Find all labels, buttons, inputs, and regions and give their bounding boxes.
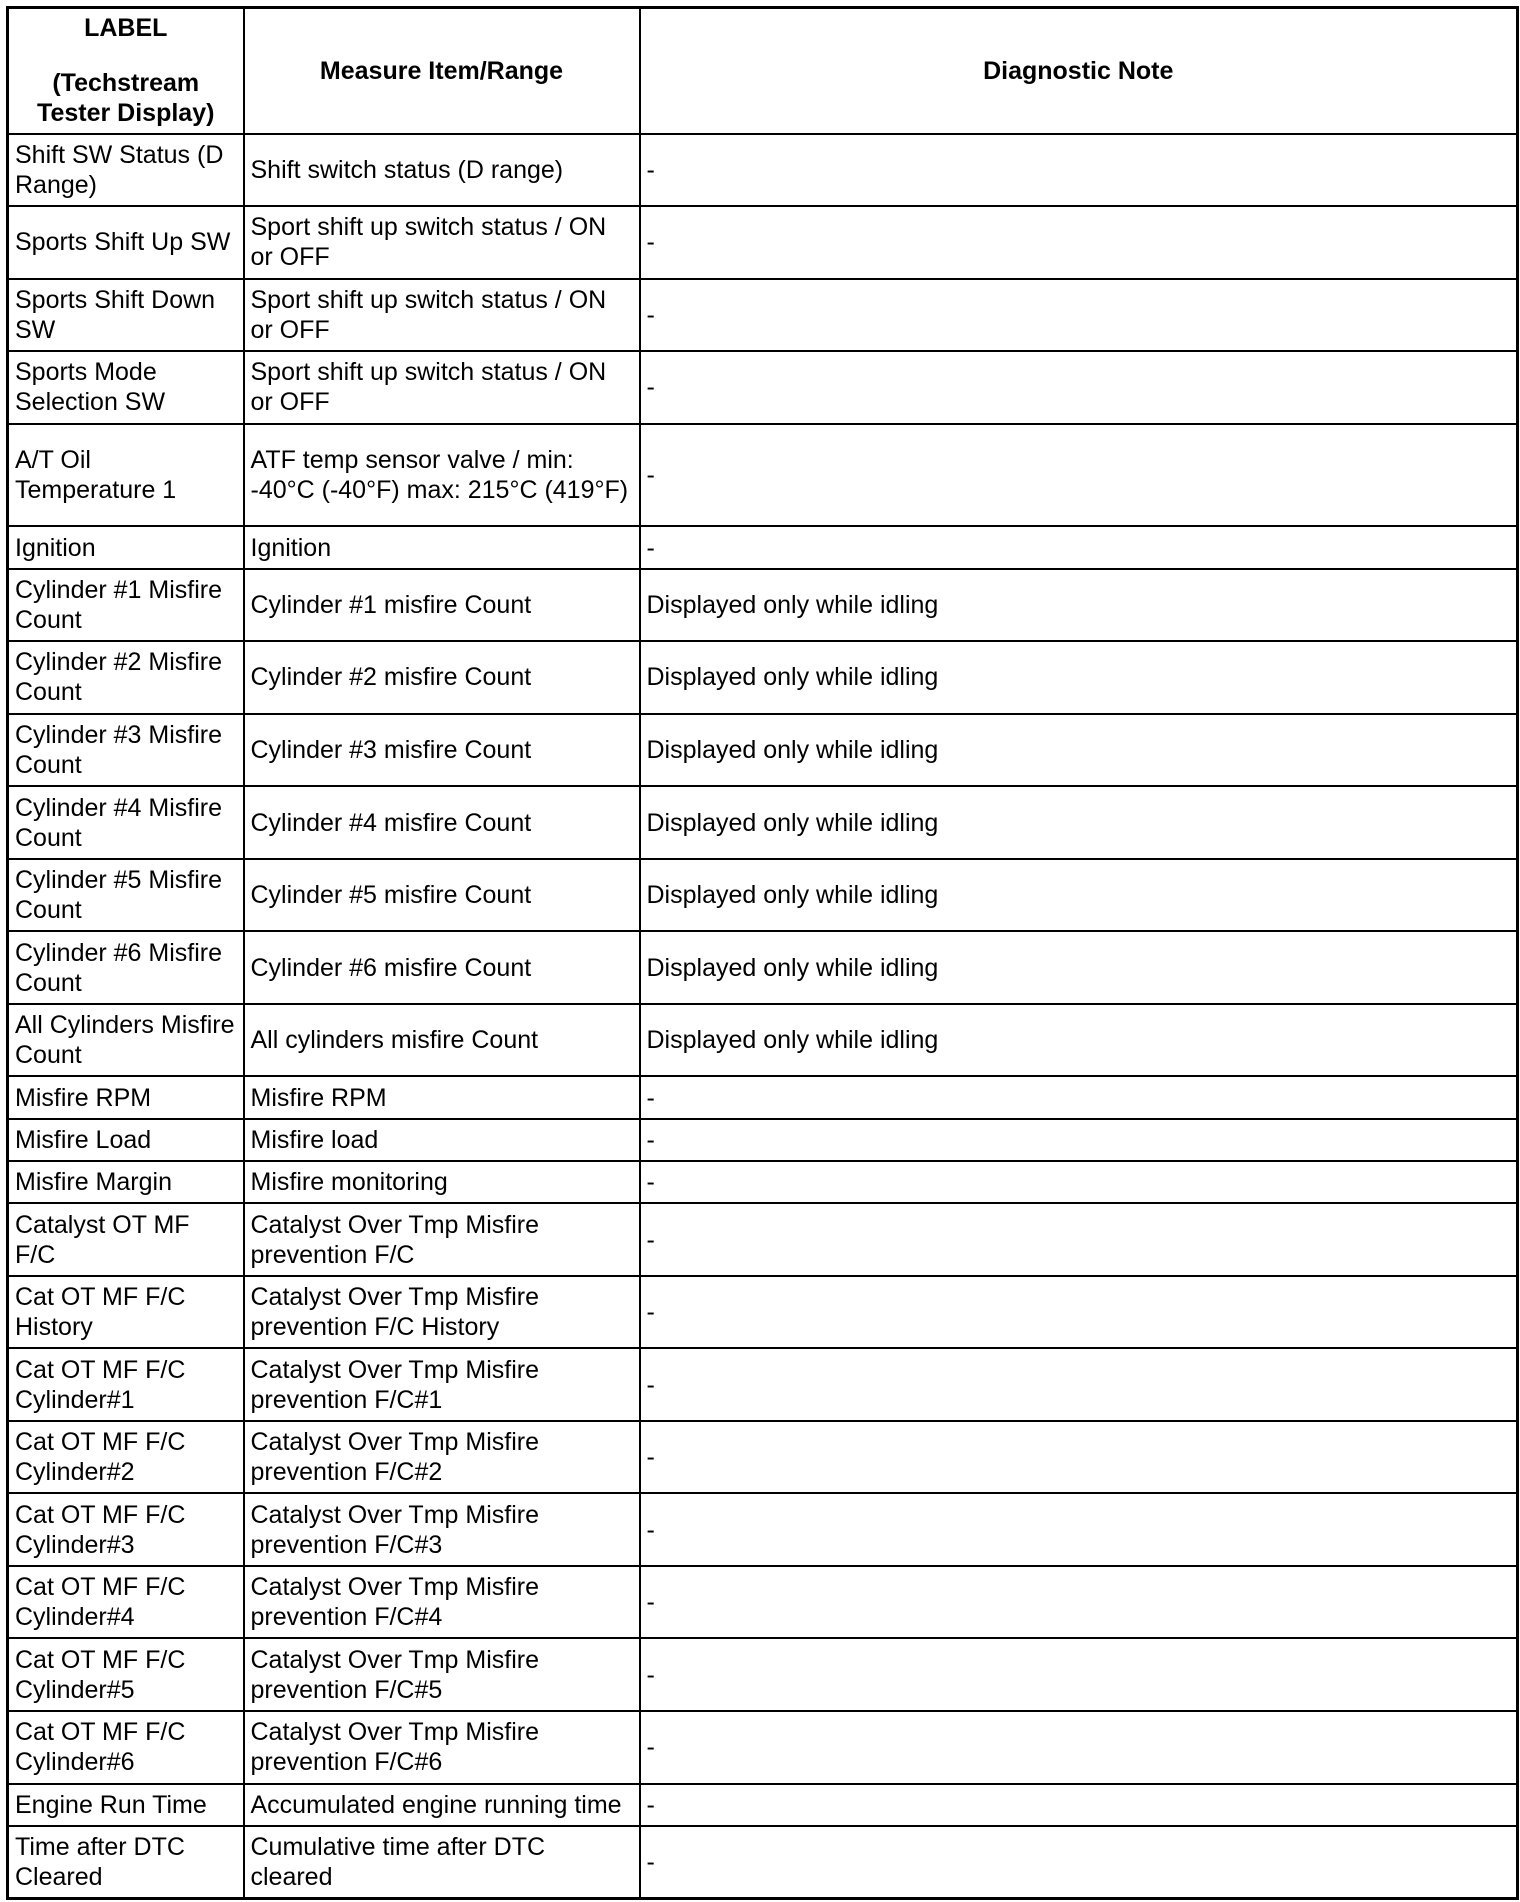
cell-label: Time after DTC Cleared [8, 1826, 244, 1899]
table-header-row [8, 8, 1518, 134]
cell-label: Misfire Load [8, 1119, 244, 1161]
cell-label: Cat OT MF F/C History [8, 1276, 244, 1349]
cell-note: - [640, 279, 1518, 352]
cell-label: Misfire RPM [8, 1076, 244, 1118]
table-row [8, 641, 1518, 714]
cell-measure: All cylinders misfire Count [244, 1004, 640, 1077]
cell-measure: Catalyst Over Tmp Misfire prevention F/C#3 [244, 1493, 640, 1566]
cell-label: Cylinder #2 Misfire Count [8, 641, 244, 714]
cell-label: Cylinder #4 Misfire Count [8, 786, 244, 859]
table-row [8, 1826, 1518, 1899]
cell-label: Cylinder #3 Misfire Count [8, 714, 244, 787]
table-row [8, 1276, 1518, 1349]
cell-measure: Catalyst Over Tmp Misfire prevention F/C#5 [244, 1638, 640, 1711]
table-row [8, 206, 1518, 279]
table-row [8, 569, 1518, 642]
table-row [8, 1076, 1518, 1118]
cell-note: - [640, 1421, 1518, 1494]
cell-measure: Cylinder #3 misfire Count [244, 714, 640, 787]
cell-measure: Catalyst Over Tmp Misfire prevention F/C#1 [244, 1348, 640, 1421]
data-list-table [6, 6, 1519, 1900]
cell-label: Cylinder #1 Misfire Count [8, 569, 244, 642]
header-measure: Measure Item/Range [244, 8, 640, 134]
table-row [8, 134, 1518, 207]
cell-measure: ATF temp sensor valve / min: -40°C (-40°F) max: 215°C (419°F) [244, 424, 640, 527]
cell-label: Catalyst OT MF F/C [8, 1203, 244, 1276]
cell-measure: Shift switch status (D range) [244, 134, 640, 207]
cell-label: Cat OT MF F/C Cylinder#2 [8, 1421, 244, 1494]
table-row [8, 1161, 1518, 1203]
cell-measure: Sport shift up switch status / ON or OFF [244, 351, 640, 424]
cell-note: - [640, 1638, 1518, 1711]
header-label-line2: (Techstream [52, 69, 200, 98]
cell-label: Cat OT MF F/C Cylinder#3 [8, 1493, 244, 1566]
cell-note: Displayed only while idling [640, 714, 1518, 787]
table-row [8, 786, 1518, 859]
table-row [8, 1119, 1518, 1161]
cell-measure: Cylinder #5 misfire Count [244, 859, 640, 932]
cell-measure: Catalyst Over Tmp Misfire prevention F/C#6 [244, 1711, 640, 1784]
cell-note: Displayed only while idling [640, 859, 1518, 932]
table-row [8, 351, 1518, 424]
cell-label: Shift SW Status (D Range) [8, 134, 244, 207]
cell-measure: Catalyst Over Tmp Misfire prevention F/C [244, 1203, 640, 1276]
cell-note: Displayed only while idling [640, 641, 1518, 714]
table-row [8, 1784, 1518, 1826]
cell-note: - [640, 206, 1518, 279]
cell-label: Ignition [8, 526, 244, 568]
cell-label: Sports Shift Up SW [8, 206, 244, 279]
cell-measure: Misfire load [244, 1119, 640, 1161]
cell-note: - [640, 1711, 1518, 1784]
cell-note: - [640, 1203, 1518, 1276]
table-row [8, 1348, 1518, 1421]
header-label-line1: LABEL [84, 14, 168, 43]
cell-note: - [640, 424, 1518, 527]
cell-note: - [640, 351, 1518, 424]
cell-measure: Cylinder #1 misfire Count [244, 569, 640, 642]
table-row [8, 714, 1518, 787]
header-note: Diagnostic Note [640, 8, 1518, 134]
table-row [8, 1638, 1518, 1711]
cell-label: Cat OT MF F/C Cylinder#6 [8, 1711, 244, 1784]
cell-measure: Cylinder #4 misfire Count [244, 786, 640, 859]
table-row [8, 1203, 1518, 1276]
cell-label: Cylinder #5 Misfire Count [8, 859, 244, 932]
table-row [8, 931, 1518, 1004]
cell-note: Displayed only while idling [640, 1004, 1518, 1077]
cell-note: - [640, 134, 1518, 207]
cell-note: - [640, 1161, 1518, 1203]
cell-measure: Sport shift up switch status / ON or OFF [244, 206, 640, 279]
cell-label: All Cylinders Misfire Count [8, 1004, 244, 1077]
cell-measure: Accumulated engine running time [244, 1784, 640, 1826]
cell-note: - [640, 526, 1518, 568]
cell-note: Displayed only while idling [640, 569, 1518, 642]
cell-measure: Cumulative time after DTC cleared [244, 1826, 640, 1899]
cell-label: Cat OT MF F/C Cylinder#4 [8, 1566, 244, 1639]
cell-note: - [640, 1826, 1518, 1899]
cell-label: Cat OT MF F/C Cylinder#5 [8, 1638, 244, 1711]
cell-measure: Misfire monitoring [244, 1161, 640, 1203]
cell-note: - [640, 1076, 1518, 1118]
cell-note: - [640, 1493, 1518, 1566]
cell-measure: Catalyst Over Tmp Misfire prevention F/C History [244, 1276, 640, 1349]
table-row [8, 1004, 1518, 1077]
cell-measure: Cylinder #2 misfire Count [244, 641, 640, 714]
cell-measure: Catalyst Over Tmp Misfire prevention F/C#2 [244, 1421, 640, 1494]
cell-measure: Ignition [244, 526, 640, 568]
cell-note: - [640, 1784, 1518, 1826]
cell-measure: Misfire RPM [244, 1076, 640, 1118]
cell-note: Displayed only while idling [640, 786, 1518, 859]
cell-label: Sports Mode Selection SW [8, 351, 244, 424]
data-list-document [6, 6, 1516, 1900]
cell-label: Cat OT MF F/C Cylinder#1 [8, 1348, 244, 1421]
cell-note: - [640, 1276, 1518, 1349]
table-row [8, 1566, 1518, 1639]
cell-label: A/T Oil Temperature 1 [8, 424, 244, 527]
header-label [8, 8, 244, 134]
header-label-line3: Tester Display) [37, 99, 215, 128]
table-row [8, 526, 1518, 568]
cell-note: - [640, 1119, 1518, 1161]
cell-measure: Sport shift up switch status / ON or OFF [244, 279, 640, 352]
table-row [8, 1493, 1518, 1566]
table-row [8, 279, 1518, 352]
cell-label: Sports Shift Down SW [8, 279, 244, 352]
cell-label: Cylinder #6 Misfire Count [8, 931, 244, 1004]
cell-note: - [640, 1348, 1518, 1421]
table-row [8, 859, 1518, 932]
cell-measure: Cylinder #6 misfire Count [244, 931, 640, 1004]
cell-label: Misfire Margin [8, 1161, 244, 1203]
cell-note: Displayed only while idling [640, 931, 1518, 1004]
cell-label: Engine Run Time [8, 1784, 244, 1826]
table-row [8, 424, 1518, 527]
cell-note: - [640, 1566, 1518, 1639]
table-row [8, 1711, 1518, 1784]
cell-measure: Catalyst Over Tmp Misfire prevention F/C#4 [244, 1566, 640, 1639]
table-row [8, 1421, 1518, 1494]
